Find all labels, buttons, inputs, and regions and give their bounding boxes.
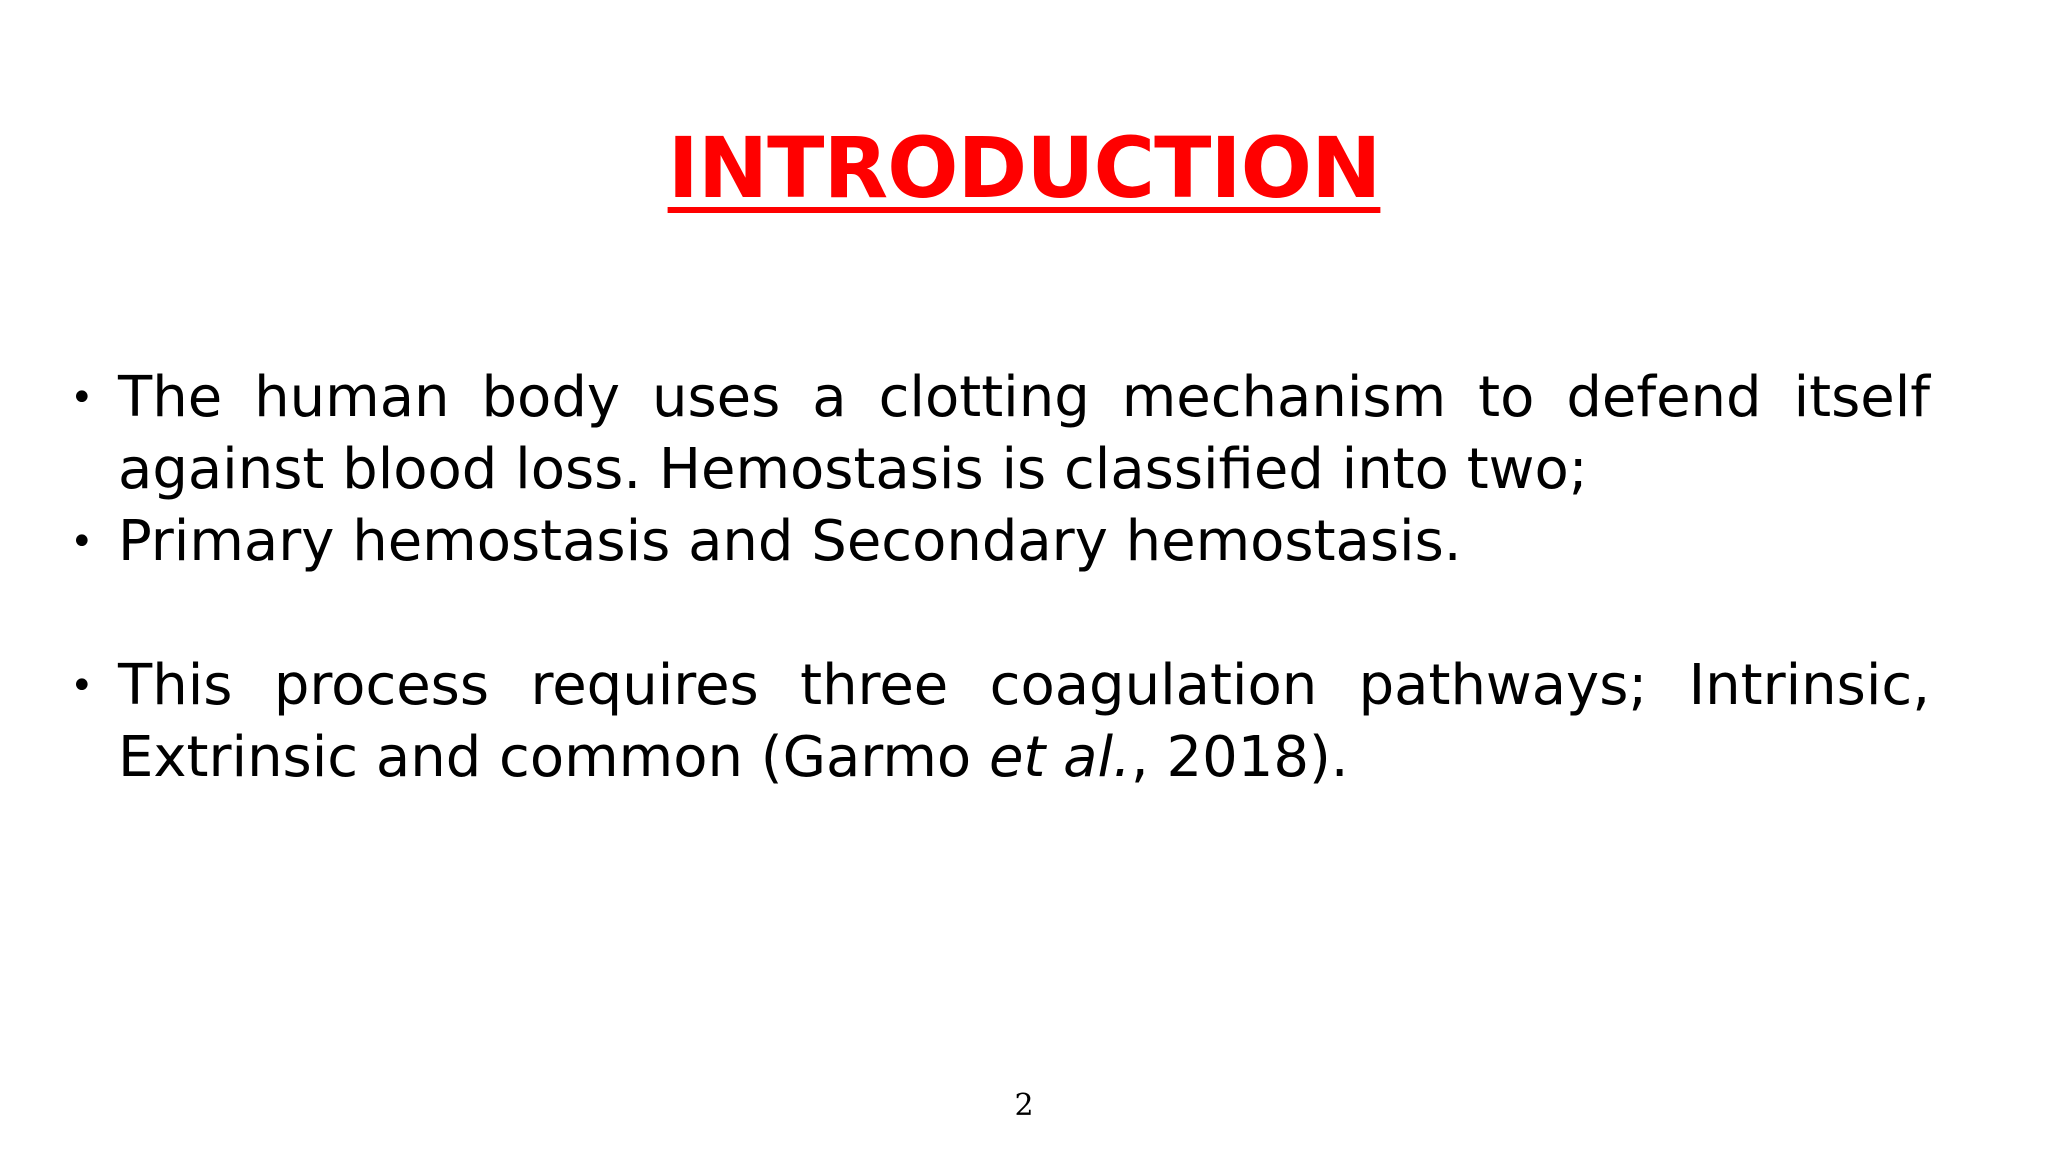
bullet-text: The human body uses a clotting mechanism to defend itself against blood loss. Hemostasis is classified into two; <box>118 365 1930 502</box>
bullet-item-clotting <box>70 362 1930 506</box>
bullet-text: Primary hemostasis and Secondary hemostasis. <box>118 509 1462 574</box>
bullet-item-hemostasis-types <box>70 506 1930 578</box>
bullet-text <box>118 653 1930 790</box>
bullet-text-main: This process requires three coagulation pathways; Intrinsic, Extrinsic and common (Garmo <box>118 653 1930 790</box>
bullet-text-end: , 2018). <box>1130 725 1349 790</box>
citation-italic: et al. <box>988 725 1131 790</box>
bullet-item-pathways <box>70 650 1930 794</box>
slide-title <box>0 118 2048 218</box>
bullet-icon: • <box>70 663 94 709</box>
page-number: 2 <box>1014 1088 1034 1123</box>
bullet-icon: • <box>70 519 94 565</box>
slide-title-text: INTRODUCTION <box>667 119 1381 217</box>
bullet-icon: • <box>70 375 94 421</box>
bullet-list <box>70 362 1930 794</box>
